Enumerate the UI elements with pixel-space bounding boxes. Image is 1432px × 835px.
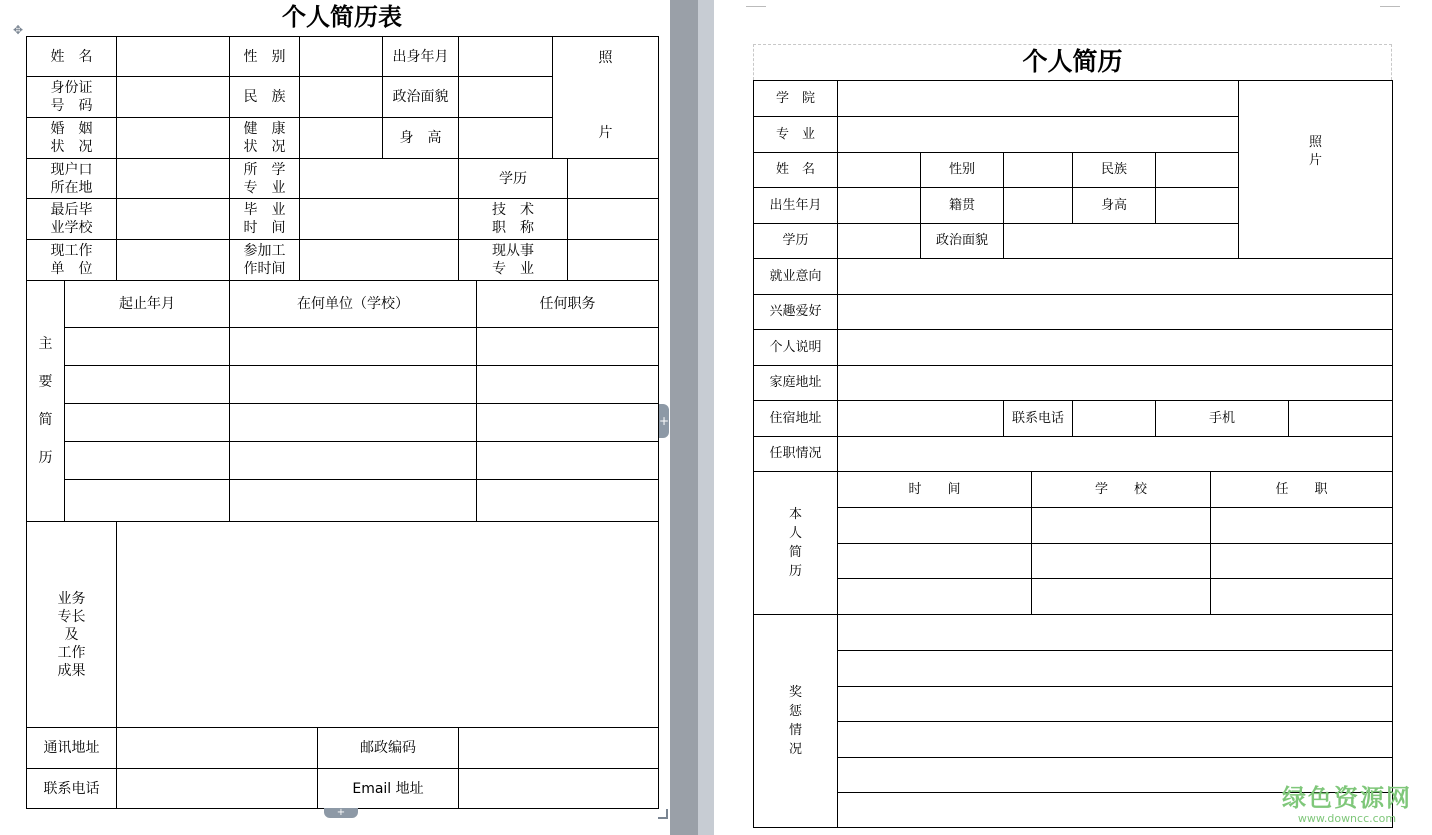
college-label: 学 院 — [754, 81, 838, 117]
resume-header-period: 起止年月 — [65, 281, 230, 328]
left-page-title: 个人简历表 — [282, 2, 402, 31]
mobile-label: 手机 — [1156, 401, 1289, 437]
postcode-label: 邮政编码 — [318, 728, 459, 769]
marriage-label: 婚 姻 状 况 — [27, 118, 117, 159]
resume-cell[interactable] — [477, 404, 659, 442]
education-field[interactable] — [838, 224, 921, 259]
hukou-label: 现户口 所在地 — [27, 159, 117, 199]
page-gap — [670, 0, 714, 835]
mobile-field[interactable] — [1289, 401, 1393, 437]
awards-char-4: 况 — [788, 742, 802, 757]
resume-section-label — [754, 472, 838, 615]
employer-label: 现工作 单 位 — [27, 240, 117, 281]
resume-section-label — [27, 281, 65, 522]
resume-char-2: 人 — [788, 526, 802, 541]
resume-cell[interactable] — [477, 442, 659, 480]
height-field[interactable] — [459, 118, 553, 159]
insert-column-handle[interactable]: + — [659, 404, 669, 438]
title-rank-field[interactable] — [568, 199, 659, 240]
name-label: 姓 名 — [27, 37, 117, 77]
gender-label: 性 别 — [230, 37, 300, 77]
name-field[interactable] — [838, 153, 921, 188]
lodging-field[interactable] — [838, 401, 1004, 437]
health-field[interactable] — [300, 118, 383, 159]
resume-cell[interactable] — [477, 328, 659, 366]
resume-cell[interactable] — [65, 328, 230, 366]
gender-label: 性别 — [921, 153, 1004, 188]
name-field[interactable] — [117, 37, 230, 77]
page-corner-mark — [1380, 0, 1400, 7]
awards-char-2: 惩 — [788, 704, 802, 719]
positions-label: 任职情况 — [754, 437, 838, 472]
resume-header-unit: 在何单位（学校） — [230, 281, 477, 328]
resume-char-4: 历 — [38, 450, 53, 466]
resume-cell[interactable] — [65, 404, 230, 442]
personal-label: 个人说明 — [754, 330, 838, 366]
hobbies-field[interactable] — [838, 295, 1393, 330]
education-label: 学历 — [754, 224, 838, 259]
resume-header-position: 任何职务 — [477, 281, 659, 328]
resume-cell[interactable] — [1032, 508, 1211, 544]
resume-cell[interactable] — [65, 442, 230, 480]
skills-field[interactable] — [117, 522, 659, 728]
phone-field[interactable] — [117, 769, 318, 809]
contact-phone-label: 联系电话 — [1004, 401, 1073, 437]
resume-cell[interactable] — [477, 480, 659, 522]
right-resume-table — [753, 80, 1393, 828]
home-field[interactable] — [838, 366, 1393, 401]
resume-cell[interactable] — [230, 404, 477, 442]
postcode-field[interactable] — [459, 728, 659, 769]
page-corner-mark — [746, 0, 766, 7]
politics-label: 政治面貌 — [921, 224, 1004, 259]
birth-label: 出身年月 — [383, 37, 459, 77]
watermark-logo: 绿色资源网 — [1282, 784, 1412, 812]
intent-field[interactable] — [838, 259, 1393, 295]
resume-cell[interactable] — [838, 508, 1032, 544]
resume-header-time: 时 间 — [838, 472, 1032, 508]
birth-field[interactable] — [838, 188, 921, 224]
phone-label: 联系电话 — [27, 769, 117, 809]
school-field[interactable] — [117, 199, 230, 240]
resume-char-3: 简 — [788, 545, 802, 560]
hobbies-label: 兴趣爱好 — [754, 295, 838, 330]
education-field[interactable] — [568, 159, 659, 199]
resume-header-school: 学 校 — [1032, 472, 1211, 508]
awards-line[interactable] — [838, 615, 1393, 651]
resume-cell[interactable] — [1211, 508, 1393, 544]
school-label: 最后毕 业学校 — [27, 199, 117, 240]
work-start-label: 参加工 作时间 — [230, 240, 300, 281]
politics-field[interactable] — [459, 77, 553, 118]
hukou-field[interactable] — [117, 159, 230, 199]
site-watermark — [1282, 784, 1412, 825]
native-field[interactable] — [1004, 188, 1073, 224]
health-label: 健 康 状 况 — [230, 118, 300, 159]
title-rank-label: 技 术 职 称 — [459, 199, 568, 240]
ethnicity-label: 民族 — [1073, 153, 1156, 188]
resume-cell[interactable] — [477, 366, 659, 404]
photo-box[interactable] — [1239, 81, 1393, 259]
height-field[interactable] — [1156, 188, 1239, 224]
resume-cell[interactable] — [65, 480, 230, 522]
politics-field[interactable] — [1004, 224, 1239, 259]
resume-cell[interactable] — [65, 366, 230, 404]
major-label: 所 学 专 业 — [230, 159, 300, 199]
right-page-title: 个人简历 — [1022, 47, 1123, 76]
resume-header-role: 任 职 — [1211, 472, 1393, 508]
insert-row-handle[interactable]: + — [324, 808, 358, 818]
resume-cell[interactable] — [230, 366, 477, 404]
gender-field[interactable] — [1004, 153, 1073, 188]
awards-section-label — [754, 615, 838, 828]
left-resume-table — [26, 36, 659, 809]
resume-cell[interactable] — [1211, 579, 1393, 615]
photo-label: 照 片 — [1309, 134, 1323, 168]
resume-cell[interactable] — [1211, 544, 1393, 579]
occupation-label: 现从事 专 业 — [459, 240, 568, 281]
table-move-icon[interactable]: ✥ — [13, 23, 24, 37]
id-card-field[interactable] — [117, 77, 230, 118]
awards-line[interactable] — [838, 722, 1393, 758]
table-resize-icon[interactable] — [658, 809, 668, 819]
resume-cell[interactable] — [230, 480, 477, 522]
resume-cell[interactable] — [838, 544, 1032, 579]
photo-label-top: 照 — [598, 50, 613, 66]
home-label: 家庭地址 — [754, 366, 838, 401]
id-card-label: 身份证 号 码 — [27, 77, 117, 118]
resume-char-3: 简 — [38, 412, 53, 428]
resume-cell[interactable] — [838, 579, 1032, 615]
contact-phone-field[interactable] — [1073, 401, 1156, 437]
major-field[interactable] — [838, 117, 1239, 153]
photo-box[interactable] — [553, 37, 659, 159]
employer-field[interactable] — [117, 240, 230, 281]
address-field[interactable] — [117, 728, 318, 769]
resume-cell[interactable] — [230, 442, 477, 480]
resume-cell[interactable] — [1032, 579, 1211, 615]
resume-char-1: 本 — [788, 507, 802, 522]
college-field[interactable] — [838, 81, 1239, 117]
major-label: 专 业 — [754, 117, 838, 153]
grad-time-label: 毕 业 时 间 — [230, 199, 300, 240]
occupation-field[interactable] — [568, 240, 659, 281]
birth-label: 出生年月 — [754, 188, 838, 224]
resume-cell[interactable] — [1032, 544, 1211, 579]
gender-field[interactable] — [300, 37, 383, 77]
positions-field[interactable] — [838, 437, 1393, 472]
photo-label-bottom: 片 — [598, 125, 613, 141]
lodging-label: 住宿地址 — [754, 401, 838, 437]
ethnicity-label: 民 族 — [230, 77, 300, 118]
ethnicity-field[interactable] — [300, 77, 383, 118]
ethnicity-field[interactable] — [1156, 153, 1239, 188]
personal-field[interactable] — [838, 330, 1393, 366]
email-field[interactable] — [459, 769, 659, 809]
grad-time-field[interactable] — [300, 199, 459, 240]
awards-char-3: 情 — [788, 723, 802, 738]
skills-label: 业务 专长 及 工作 成果 — [27, 522, 117, 728]
watermark-url: www.downcc.com — [1297, 812, 1397, 825]
height-label: 身 高 — [383, 118, 459, 159]
awards-line[interactable] — [838, 651, 1393, 687]
name-label: 姓 名 — [754, 153, 838, 188]
resume-char-1: 主 — [38, 336, 53, 352]
politics-label: 政治面貌 — [383, 77, 459, 118]
email-label: Email 地址 — [318, 769, 459, 809]
marriage-field[interactable] — [117, 118, 230, 159]
height-label: 身高 — [1073, 188, 1156, 224]
resume-char-2: 要 — [38, 374, 53, 390]
awards-line[interactable] — [838, 687, 1393, 722]
birth-field[interactable] — [459, 37, 553, 77]
address-label: 通讯地址 — [27, 728, 117, 769]
awards-char-1: 奖 — [788, 685, 802, 700]
major-field[interactable] — [300, 159, 459, 199]
resume-char-4: 历 — [788, 564, 802, 579]
work-start-field[interactable] — [300, 240, 459, 281]
education-label: 学历 — [459, 159, 568, 199]
native-label: 籍贯 — [921, 188, 1004, 224]
intent-label: 就业意向 — [754, 259, 838, 295]
resume-cell[interactable] — [230, 328, 477, 366]
